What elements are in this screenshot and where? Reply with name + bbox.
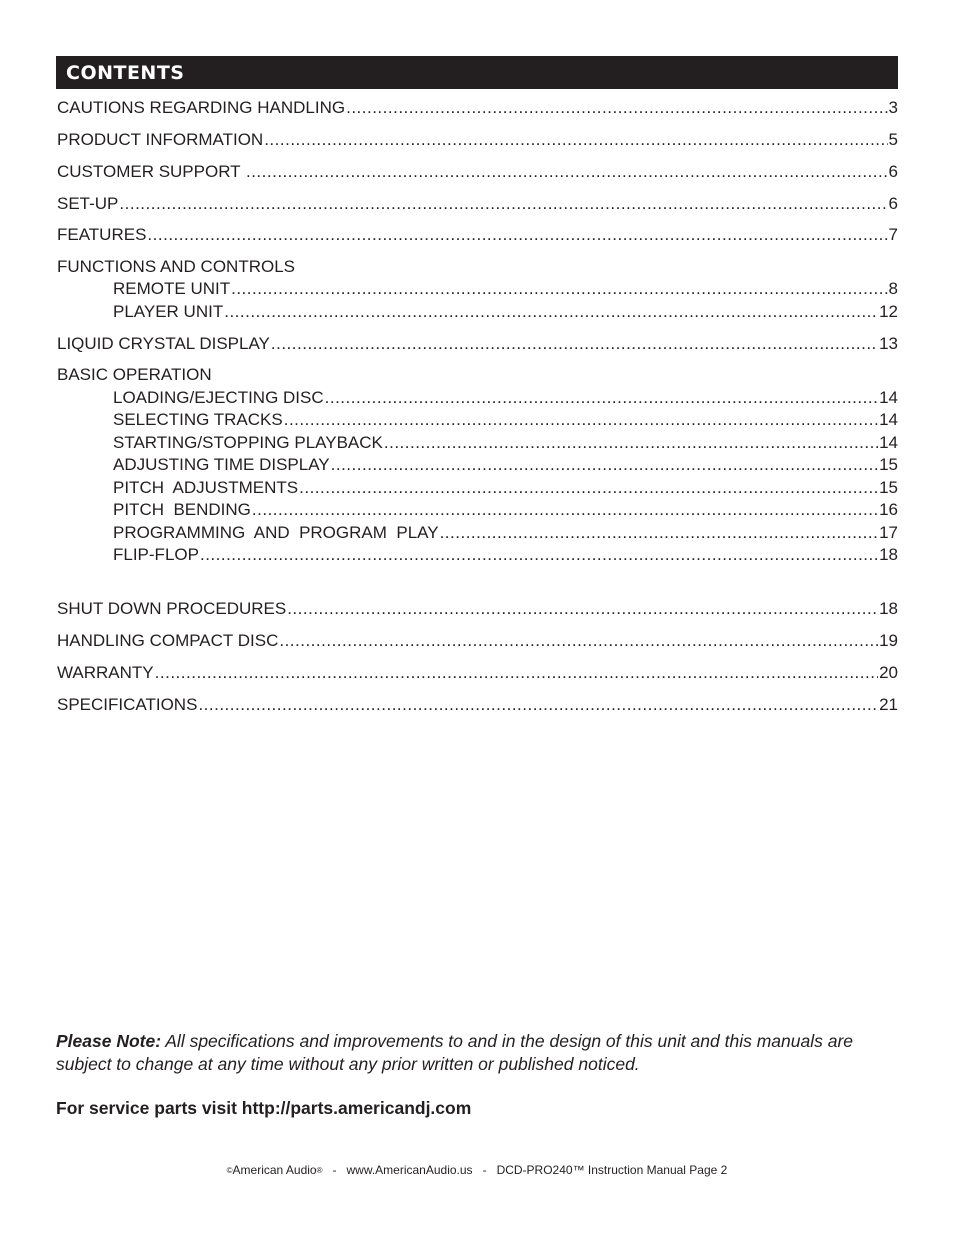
toc-entry [113,522,898,544]
toc-entry-page: 3 [888,98,898,117]
contents-title: CONTENTS [66,61,185,84]
page-footer [0,1162,954,1179]
toc-entry [113,278,898,300]
toc-entry [57,333,898,355]
toc-entry-label: ADJUSTING TIME DISPLAY [113,455,330,474]
toc-entry [113,499,898,521]
toc-entry-label: SET-UP [57,194,119,213]
toc-entry-page: 7 [888,225,898,244]
toc-leader [231,278,887,300]
contents-header-bar [56,56,898,89]
toc-entry-label: SELECTING TRACKS [113,410,283,429]
toc-entry-page: 20 [879,663,898,682]
service-parts-line: For service parts visit http://parts.americandj.com [56,1098,472,1118]
registered-symbol: ® [316,1166,323,1175]
footer-separator: - [472,1163,497,1177]
footer-manual-page: DCD-PRO240™ Instruction Manual Page 2 [496,1163,728,1177]
toc-leader [440,522,879,544]
toc-leader [284,409,878,431]
copyright-symbol: © [226,1166,233,1175]
toc-entry-label: CUSTOMER SUPPORT [57,162,245,181]
toc-entry-page: 21 [879,695,898,714]
toc-leader [198,694,878,716]
toc-entry [57,161,898,183]
toc-entry-label: SPECIFICATIONS [57,695,198,714]
toc-entry-page: 17 [879,523,898,542]
toc-entry [57,224,898,246]
toc-leader [384,432,878,454]
toc-entry [113,301,898,323]
please-note-text: All specifications and improvements to and in the design of this unit and this manuals are subject to change at any time without any prior written or published noticed. [56,1031,854,1074]
toc-entry-page: 8 [888,279,898,298]
toc-entry-label: REMOTE UNIT [113,279,231,298]
footer-website: www.AmericanAudio.us [346,1163,473,1177]
toc-entry-label: HANDLING COMPACT DISC [57,631,279,650]
toc-section-heading: FUNCTIONS AND CONTROLS [57,257,296,276]
toc-entry-label: LOADING/EJECTING DISC [113,388,324,407]
toc-entry-page: 14 [879,410,898,429]
toc-leader [252,499,878,521]
toc-entry-label: CAUTIONS REGARDING HANDLING [57,98,346,117]
toc-leader [147,224,887,246]
toc-entry [57,662,898,684]
toc-leader [331,454,878,476]
toc-entry-page: 19 [879,631,898,650]
toc-entry [113,409,898,431]
toc-entry [113,387,898,409]
toc-entry [57,193,898,215]
toc-leader [299,477,878,499]
toc-entry-page: 16 [879,500,898,519]
toc-entry-label: PRODUCT INFORMATION [57,130,264,149]
toc-entry-page: 6 [888,162,898,181]
toc-entry-label: STARTING/STOPPING PLAYBACK [113,433,383,452]
toc-entry-label: FEATURES [57,225,147,244]
toc-entry-label: FLIP-FLOP [113,545,199,564]
toc-leader [264,129,887,151]
toc-leader [155,662,878,684]
toc-entry-page: 18 [879,599,898,618]
toc-entry-label: LIQUID CRYSTAL DISPLAY [57,334,270,353]
toc-entry-label: PITCH BENDING [113,500,251,519]
toc-entry-page: 6 [888,194,898,213]
toc-leader [325,387,878,409]
toc-entry-label: SHUT DOWN PROCEDURES [57,599,287,618]
toc-leader [200,544,878,566]
toc-entry-page: 5 [888,130,898,149]
toc-entry [57,630,898,652]
toc-entry-page: 15 [879,455,898,474]
toc-entry-label: PROGRAMMING AND PROGRAM PLAY [113,523,439,542]
toc-entry [113,454,898,476]
toc-entry [57,598,898,620]
please-note-paragraph [56,1030,906,1076]
toc-leader [119,193,887,215]
toc-leader [346,97,887,119]
toc-entry [113,432,898,454]
toc-entry-page: 14 [879,388,898,407]
toc-entry [57,129,898,151]
toc-entry-page: 15 [879,478,898,497]
toc-section-heading: BASIC OPERATION [57,365,212,384]
toc-leader [279,630,878,652]
toc-leader [224,301,878,323]
toc-entry [57,694,898,716]
toc-entry [113,477,898,499]
toc-entry-page: 18 [879,545,898,564]
toc-entry [57,97,898,119]
toc-entry-label: PLAYER UNIT [113,302,224,321]
please-note-lead: Please Note: [56,1031,162,1051]
toc-entry-page: 13 [879,334,898,353]
toc-leader [246,161,888,183]
toc-leader [287,598,878,620]
toc-entry [113,544,898,566]
toc-entry-label: WARRANTY [57,663,154,682]
footer-separator: - [322,1163,347,1177]
footer-brand: American Audio [232,1163,317,1177]
toc-entry-label: PITCH ADJUSTMENTS [113,478,299,497]
toc-entry-page: 14 [879,433,898,452]
toc-entry-page: 12 [879,302,898,321]
toc-leader [271,333,878,355]
